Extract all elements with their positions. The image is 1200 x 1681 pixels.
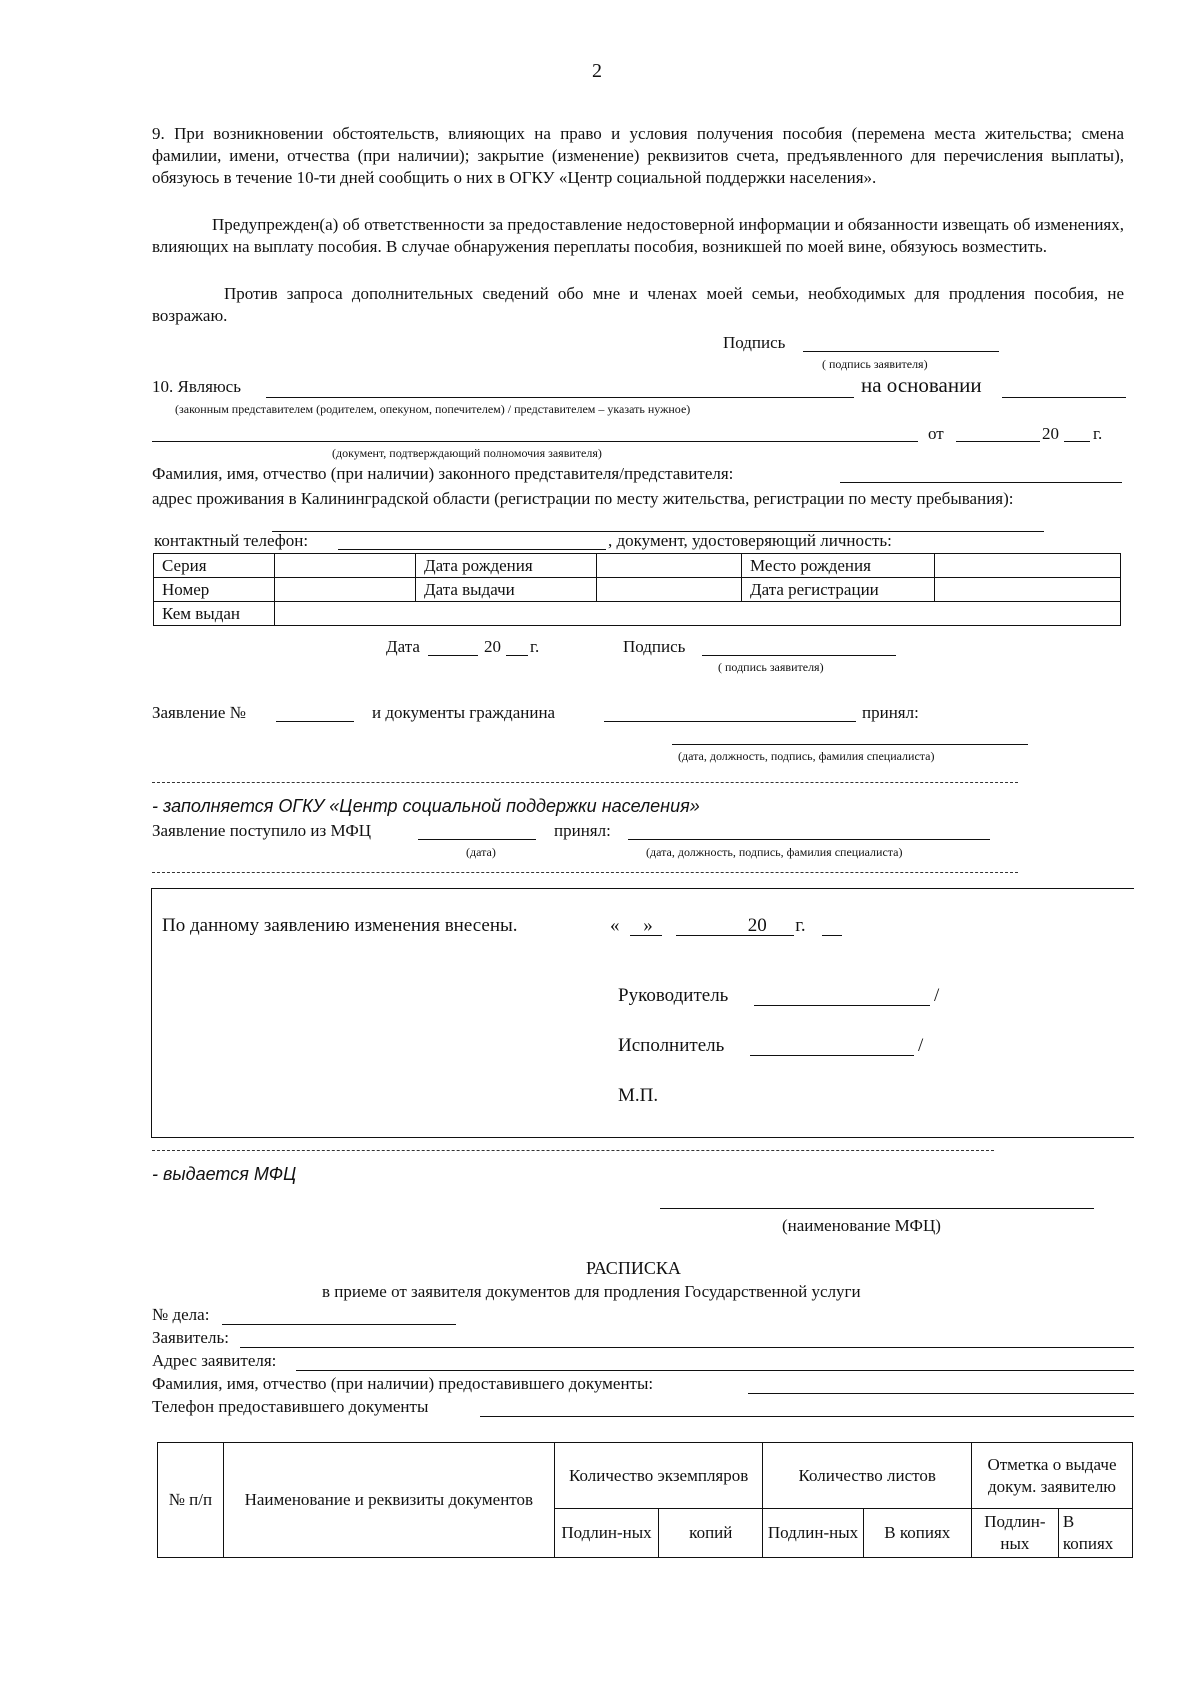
- year-g: г.: [1093, 424, 1103, 443]
- date-year: 20: [484, 637, 501, 656]
- address-receipt-line[interactable]: [296, 1370, 1134, 1371]
- phone-label: контактный телефон:: [154, 531, 309, 550]
- submitter-fio-label: Фамилия, имя, отчество (при наличии) предоставившего документы:: [152, 1374, 654, 1393]
- date-line[interactable]: [428, 655, 478, 656]
- signature-line[interactable]: [803, 351, 999, 352]
- received-date-caption: (дата): [466, 845, 496, 859]
- from-label: от: [928, 424, 944, 443]
- ogku-specialist-caption: (дата, должность, подпись, фамилия специалиста): [646, 845, 903, 859]
- separator-1: [152, 782, 1018, 783]
- date-g: г.: [530, 637, 540, 656]
- year-line[interactable]: [1064, 441, 1090, 442]
- address-label: адрес проживания в Калининградской области (регистрации по месту жительства, регистрации по месту пребывания):: [152, 489, 1014, 508]
- series-value[interactable]: [275, 554, 416, 578]
- application-label: Заявление №: [152, 703, 246, 722]
- executor-slash: /: [918, 1035, 924, 1056]
- ogku-heading: - заполняется ОГКУ «Центр социальной поддержки населения»: [152, 796, 700, 816]
- col-sheets-count: Количество листов: [763, 1443, 972, 1509]
- issued-by-label: Кем выдан: [154, 602, 275, 626]
- sign-line[interactable]: [702, 655, 896, 656]
- case-no-label: № дела:: [152, 1305, 210, 1324]
- on-basis-label: на основании: [861, 373, 982, 397]
- issued-by-value[interactable]: [275, 602, 1121, 626]
- reg-date-value[interactable]: [935, 578, 1121, 602]
- seal-label: М.П.: [618, 1085, 659, 1106]
- col-orig1: Подлин-ных: [554, 1509, 658, 1558]
- date-year-line[interactable]: [506, 655, 528, 656]
- col-copies2: В копиях: [863, 1509, 971, 1558]
- separator-2: [152, 872, 1018, 873]
- col-num: № п/п: [158, 1443, 224, 1558]
- head-label: Руководитель: [618, 985, 729, 1006]
- signature-caption: ( подпись заявителя): [822, 357, 928, 371]
- head-slash: /: [934, 985, 940, 1006]
- received-label: Заявление поступило из МФЦ: [152, 821, 372, 840]
- id-doc-label: , документ, удостоверяющий личность:: [608, 531, 892, 550]
- applicant-line[interactable]: [240, 1347, 1134, 1348]
- phone-line[interactable]: [338, 549, 606, 550]
- submitter-fio-line[interactable]: [748, 1393, 1134, 1394]
- col-copies-count: Количество экземпляров: [554, 1443, 763, 1509]
- separator-3: [152, 1150, 994, 1151]
- and-docs-label: и документы гражданина: [372, 703, 556, 722]
- fio-line[interactable]: [840, 482, 1122, 483]
- mfc-heading: - выдается МФЦ: [152, 1164, 297, 1184]
- issue-date-label: Дата выдачи: [416, 578, 597, 602]
- from-date-line[interactable]: [956, 441, 1040, 442]
- reg-date-label: Дата регистрации: [742, 578, 935, 602]
- signature-label: Подпись: [723, 333, 786, 352]
- birth-place-label: Место рождения: [742, 554, 935, 578]
- issue-date-value[interactable]: [597, 578, 742, 602]
- warning-text: Предупрежден(а) об ответственности за предоставление недостоверной информации и обязанности извещать об изменениях, влияющих на выплату пособия. В случае обнаружения переплаты пособия, возникшей по моей вине, обязуюсь возместить.: [152, 215, 1124, 256]
- changes-year-line[interactable]: [822, 935, 842, 936]
- receipt-subtitle: в приеме от заявителя документов для продления Государственной услуги: [322, 1282, 861, 1301]
- page-number: 2: [592, 60, 602, 82]
- received-date-line[interactable]: [418, 839, 536, 840]
- changes-day-line[interactable]: [630, 935, 662, 936]
- col-mark: Отметка о выдаче докум. заявителю: [971, 1443, 1132, 1509]
- specialist-caption: (дата, должность, подпись, фамилия специалиста): [678, 749, 935, 763]
- birth-place-value[interactable]: [935, 554, 1121, 578]
- address-receipt-label: Адрес заявителя:: [152, 1351, 277, 1370]
- accepted-label: принял:: [862, 703, 919, 722]
- submitter-phone-line[interactable]: [480, 1416, 1134, 1417]
- ogku-accepted-label: принял:: [554, 821, 611, 840]
- mfc-name-caption: (наименование МФЦ): [782, 1216, 941, 1235]
- col-orig3: Подлин-ных: [971, 1509, 1058, 1558]
- clause-9: 9. При возникновении обстоятельств, влияющих на право и условия получения пособия (перемена места жительства; смена фамилии, имени, отчества (при наличии); закрытие (изменение) реквизитов счета, предъявленного для перечисления выплаты), обязуюсь в течение 10-ти дней сообщить о них в ОГКУ «Центр социальной поддержки населения».: [152, 124, 1124, 187]
- citizen-line[interactable]: [604, 721, 856, 722]
- date-label: Дата: [386, 637, 420, 656]
- col-orig2: Подлин-ных: [763, 1509, 863, 1558]
- executor-line[interactable]: [750, 1055, 914, 1056]
- number-value[interactable]: [275, 578, 416, 602]
- col-copies3: В копиях: [1058, 1509, 1132, 1558]
- sign-caption: ( подпись заявителя): [718, 660, 824, 674]
- case-no-line[interactable]: [222, 1324, 456, 1325]
- doc-line[interactable]: [152, 441, 918, 442]
- birth-date-value[interactable]: [597, 554, 742, 578]
- iam-label: 10. Являюсь: [152, 377, 241, 396]
- iam-caption: (законным представителем (родителем, опекуном, попечителем) / представителем – указать нужное): [175, 402, 691, 416]
- ogku-specialist-line[interactable]: [628, 839, 990, 840]
- iam-line[interactable]: [266, 397, 854, 398]
- id-document-table: [153, 553, 1121, 626]
- basis-line[interactable]: [1002, 397, 1126, 398]
- no-objection-text: Против запроса дополнительных сведений обо мне и членах моей семьи, необходимых для продления пособия, не возражаю.: [152, 284, 1124, 325]
- application-number-line[interactable]: [276, 721, 354, 722]
- series-label: Серия: [154, 554, 275, 578]
- changes-date: « » 20 г.: [610, 915, 806, 936]
- head-line[interactable]: [754, 1005, 930, 1006]
- changes-month-line[interactable]: [676, 935, 794, 936]
- receipt-table: [157, 1442, 1133, 1558]
- birth-date-label: Дата рождения: [416, 554, 597, 578]
- sign-label: Подпись: [623, 637, 686, 656]
- executor-label: Исполнитель: [618, 1035, 725, 1056]
- mfc-name-line[interactable]: [660, 1208, 1094, 1209]
- submitter-phone-label: Телефон предоставившего документы: [152, 1397, 429, 1416]
- year-label: 20: [1042, 424, 1059, 443]
- fio-label: Фамилия, имя, отчество (при наличии) законного представителя/представителя:: [152, 464, 734, 483]
- receipt-title: РАСПИСКА: [586, 1258, 681, 1278]
- doc-caption: (документ, подтверждающий полномочия заявителя): [332, 446, 602, 460]
- number-label: Номер: [154, 578, 275, 602]
- col-name: Наименование и реквизиты документов: [223, 1443, 554, 1558]
- col-copies1: копий: [659, 1509, 763, 1558]
- specialist-line[interactable]: [672, 744, 1028, 745]
- applicant-label: Заявитель:: [152, 1328, 229, 1347]
- changes-label: По данному заявлению изменения внесены.: [162, 915, 518, 936]
